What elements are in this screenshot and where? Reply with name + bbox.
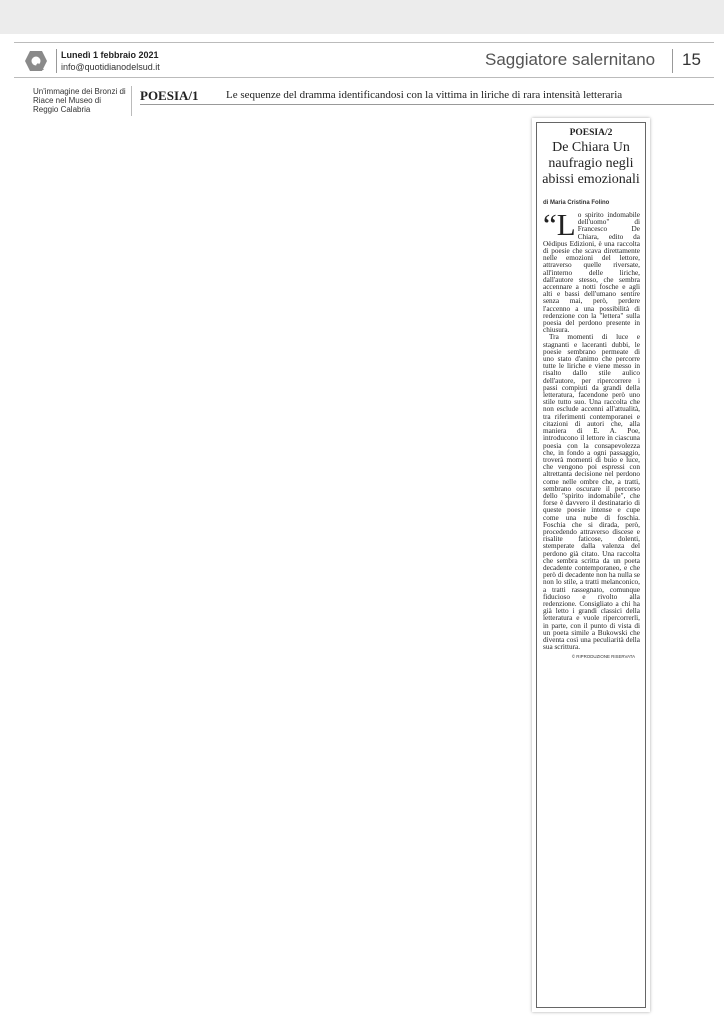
drop-cap: “L [543,207,576,242]
article-title: De Chiara Un naufragio negli abissi emozionali [542,140,640,187]
issue-date: Lunedì 1 febbraio 2021 [61,50,159,60]
page-number: 15 [682,50,701,69]
photo-caption: Un'immagine dei Bronzi di Riace nel Museo di Reggio Calabria [33,87,126,114]
page-header [14,42,714,78]
article-paragraph [543,207,640,335]
article-body [543,207,640,661]
article-frame [536,122,646,1008]
section-title: Saggiatore salernitano [485,50,656,69]
paragraph-text: o spirito indomabile dell'uomo" di Francesco De Chiara, edito da Oèdipus Edizioni, è una raccolta di poesie che scava direttamente nelle emozioni del lettore, attraverso quelle riversate, all'interno delle liriche, dall'autore stesso, che sembra accennare a notti fosche e agli alti e bassi dell'umano sentire senza mai, però, perdere l'accenno a una possibilità di redenzione con la "lettera" sulla poesia del perdono presente in chiusura. [543,211,640,335]
top-bar [0,0,724,34]
strip-section-label: POESIA/1 [140,88,199,103]
contact-email: info@quotidianodelsud.it [61,62,160,72]
article-byline: di Maria Cristina Folino [543,200,610,206]
caption-divider [131,86,132,116]
article-paragraph: Tra momenti di luce e stagnanti e laceranti dubbi, le poesie sembrano permeate di uno stato d'animo che percorre tutte le liriche e viene messo in risalto dallo stile aulico dell'autore, per ripercorrere i passi compiuti da grandi della letteratura, facendone però uno stile tutto suo. Una raccolta che non esclude accenni all'attualità, tra riferimenti contemporanei e citazioni di autori che, alla maniera di E. A. Poe, introducono il lettore in ciascuna poesia con la consapevolezza che, in fondo a ogni passaggio, troverà momenti di buio e luce, che vengono poi espressi con altrettanta decisione nel perdono come nelle ombre che, a tratti, sembrano oscurare il percorso dello "spirito indomabile", che forse è davvero il destinatario di queste poesie intense e cupe come una nube di foschia. Foschia che si dirada, però, procedendo attraverso discese e risalite faticose, dolenti, stemperate dalla valenza del perdono già citato. Una raccolta che sembra scritta da un poeta decadente contemporaneo, e che però di decadente non ha nulla se non lo stile, a tratti melanconico, a tratti rassegnato, comunque fiducioso e rivolto alla redenzione. Consigliato a chi ha già letto i grandi classici della letteratura e vuole ripercorrerli, in parte, con il punto di vista di un poeta simile a Bukowski che diventa così una peculiarità della sua scrittura. [543,333,640,652]
article-kicker: POESIA/2 [569,128,613,138]
strip-rule [140,104,714,105]
copyright-notice: © RIPRODUZIONE RISERVATA [571,654,635,660]
header-divider [56,49,57,73]
newspaper-logo-icon [24,50,48,72]
article-clipping [532,118,650,1012]
strip-headline: Le sequenze del dramma identificandosi con la vittima in liriche di rara intensità letteraria [226,89,623,101]
header-divider [672,49,673,73]
